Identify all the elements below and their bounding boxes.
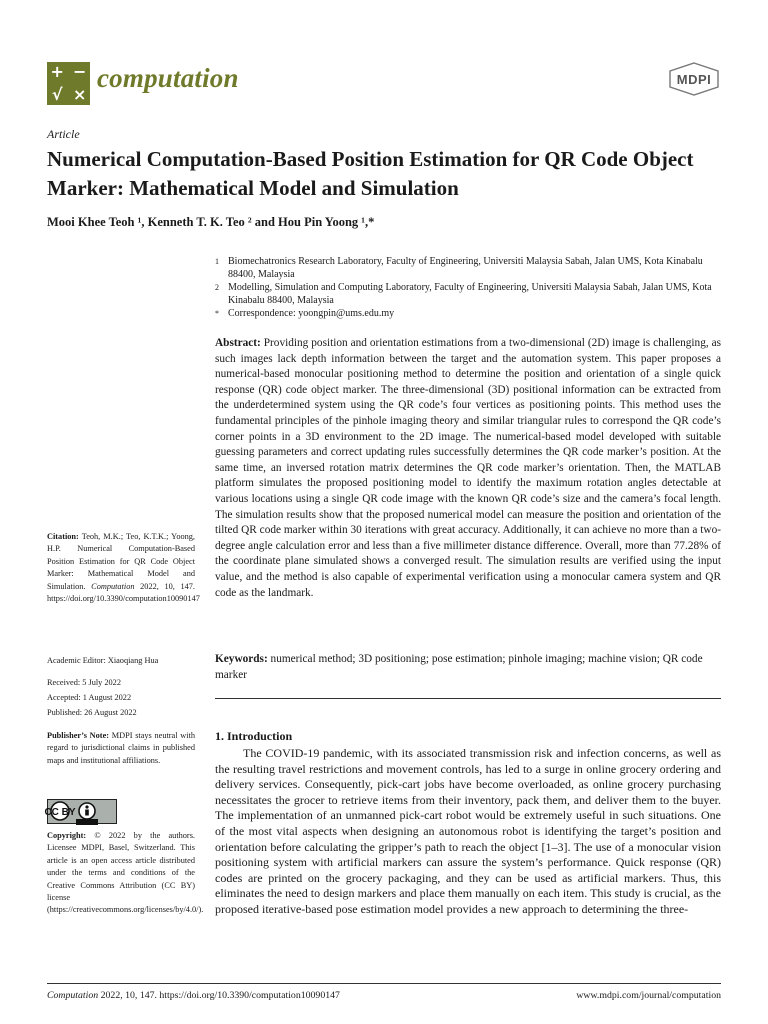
journal-name: computation: [97, 63, 239, 93]
plus-icon: +: [50, 62, 64, 82]
minus-icon: −: [73, 62, 87, 82]
footer-citation: [47, 990, 340, 1001]
keywords: [215, 652, 721, 683]
citation-journal: Computation: [91, 581, 135, 591]
introduction-text: The COVID-19 pandemic, with its associated transmission risk and infection concerns, as well as the resulting travel restrictions and movement controls, has led to a surge in online grocery ordering and delivery services. Consequently, pick-cart jobs have become overloaded, as online grocery purchasing necessitates the grocer to retrieve items from their inventory, pack them, and deliver them to the buyer. The implementation of an unmanned pick-cart robot would be extremely useful in such situations. One of the most vital aspects when designing an autonomous robot is identifying the target’s position and orientation before calculating the gripper’s path to reach the object [1–3]. The use of a monocular vision positioning system with artificial markers can assure the system’s performance. Quick response (QR) codes are printed on the grocery packaging, and they can be used as artificial markers. Thus, this eliminates the need to design markers and place them manually on each item. This study is crucial, as the proposed iterative-based pose estimation model provides a new approach to determining the three-: [215, 746, 721, 916]
cc-by-license-icon[interactable]: [44, 799, 117, 824]
correspondence-mark: *: [215, 309, 219, 318]
section-heading: 1. Introduction: [215, 729, 293, 743]
publisher-note: [47, 730, 195, 767]
citation-doi[interactable]: 2022, 10, 147. https://doi.org/10.3390/computation10090147: [47, 581, 200, 604]
divider: [215, 698, 721, 699]
footer-journal-url[interactable]: www.mdpi.com/journal/computation: [576, 990, 721, 1001]
affiliation-text: Biomechatronics Research Laboratory, Faculty of Engineering, Universiti Malaysia Sabah, Jalan UMS, Kota Kinabalu 88400, Malaysia: [228, 256, 703, 280]
note-label: Publisher’s Note:: [47, 731, 110, 740]
affiliation-2: [215, 281, 715, 307]
footer-doi[interactable]: 2022, 10, 147. https://doi.org/10.3390/computation10090147: [100, 990, 340, 1001]
academic-editor: Academic Editor: Xiaoqiang Hua: [47, 656, 159, 665]
footer-divider: [47, 983, 721, 984]
cc-badge-text: CC BY: [44, 807, 76, 818]
abstract: [215, 336, 721, 601]
citation-text: Teoh, M.K.; Teo, K.T.K.; Yoong, H.P. Numerical Computation-Based Position Estimation for QR Code Object Marker: Mathematical Model and Simulation.: [47, 532, 195, 591]
abstract-label: Abstract:: [215, 337, 261, 349]
copyright-text: © 2022 by the authors. Licensee MDPI, Basel, Switzerland. This article is an open access article distributed under the terms and conditions of the Creative Commons Attribution (CC BY) license (https://creativecommons.org/licenses/by/4.0/).: [47, 831, 204, 915]
footer-journal: Computation: [47, 990, 99, 1001]
keywords-text: numerical method; 3D positioning; pose estimation; pinhole imaging; machine vision; QR code marker: [215, 653, 703, 681]
article-type: Article: [47, 127, 80, 141]
received-date: Received: 5 July 2022: [47, 678, 121, 687]
note-text: MDPI stays neutral with regard to jurisdictional claims in published maps and institutional affiliations.: [47, 731, 195, 765]
paper-title: Numerical Computation-Based Position Estimation for QR Code Object Marker: Mathematical Model and Simulation: [47, 147, 694, 200]
creative-commons-icon: [44, 800, 118, 825]
copyright-label: Copyright:: [47, 831, 87, 840]
affiliation-1: [215, 255, 715, 281]
journal-logo: [47, 62, 90, 105]
copyright-notice: [47, 830, 204, 917]
sqrt-icon: √: [51, 84, 63, 104]
correspondence-text: Correspondence: yoongpin@ums.edu.my: [228, 308, 395, 319]
correspondence: [215, 307, 715, 320]
affiliation-mark: 1: [215, 257, 219, 266]
citation-block: [47, 531, 200, 605]
accepted-date: Accepted: 1 August 2022: [47, 693, 132, 702]
affiliation-text: Modelling, Simulation and Computing Laboratory, Faculty of Engineering, Universiti Malaysia Sabah, Jalan UMS, Kota Kinabalu 88400, Malaysia: [228, 282, 712, 306]
keywords-label: Keywords:: [215, 653, 268, 665]
author-list: Mooi Khee Teoh ¹, Kenneth T. K. Teo ² and Hou Pin Yoong ¹,*: [47, 215, 375, 229]
citation-label: Citation:: [47, 532, 79, 541]
affiliation-mark: 2: [215, 283, 219, 292]
mdpi-logo: [668, 62, 720, 96]
publisher-name: MDPI: [676, 72, 712, 87]
times-icon: ×: [73, 84, 87, 104]
abstract-text: Providing position and orientation estimations from a two-dimensional (2D) image is challenging, as such images lack depth information between the target and the automation system. This paper proposes a numerical-based monocular positioning method to determine the position and orientation of a single quick response (QR) code object marker. The three-dimensional (3D) positional information can be extracted from the underdetermined system using the QR code’s four vertices as positioning points. This method uses the fundamental principles of the pinhole imaging theory and similar triangular rules to correspond the QR code’s corner points in a 3D environment to the 2D image. The numerical-based model developed with suitable guessing parameters and correct updating rules successfully determines the QR code marker’s position. At the same time, an inversed rotation matrix determines the QR code marker’s orientation. Then, the MATLAB platform simulates the proposed positioning model to identify the maximum rotation angles detectable at various locations using a single QR code image with the known QR code’s size and the camera’s focal length. The simulation results show that the proposed numerical model can measure the position and orientation of the tilted QR code marker within 30 iterations with great accuracy. Additionally, it can achieve no more than a two-degree angle calculation error and less than a five millimeter distance difference. Overall, more than 77.28% of the coordinate plane simulated shows a converged result. The simulation results are verified using the input value, and the method is also capable of experimental verification using a monocular camera system and QR code as the landmark.: [215, 337, 722, 599]
published-date: Published: 26 August 2022: [47, 708, 137, 717]
